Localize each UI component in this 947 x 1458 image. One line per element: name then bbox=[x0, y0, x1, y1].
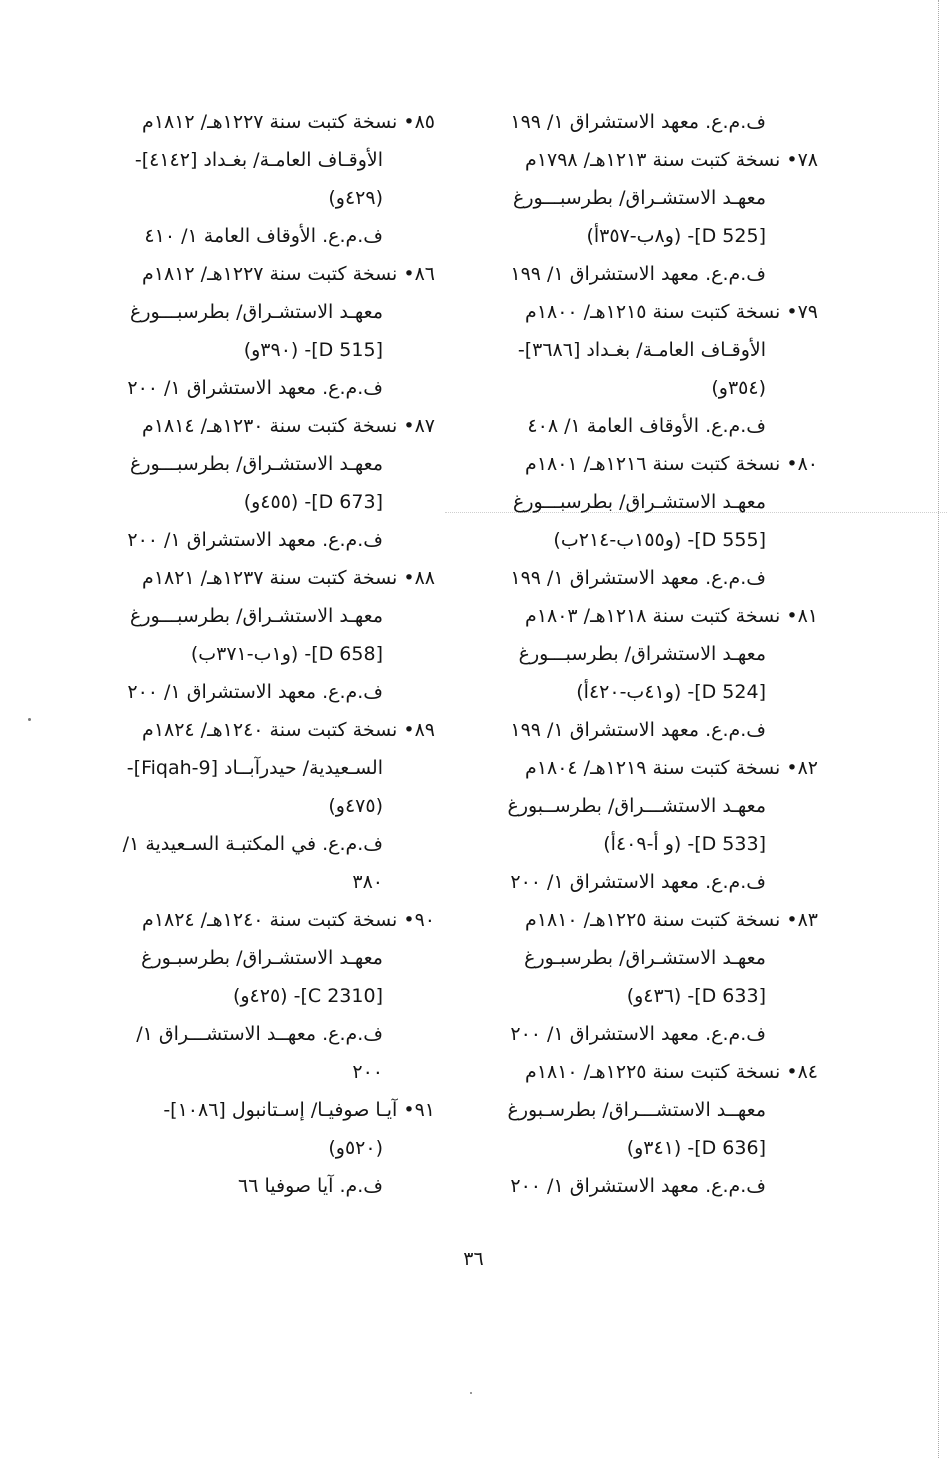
scan-speck bbox=[470, 1392, 472, 1394]
entry-78-library: معهـد الاستشـراق/ بطرسبـــورغ bbox=[513, 187, 766, 209]
entry-85-catalog: ف.م.ع. الأوقاف العامة ١/ ٤١٠ bbox=[144, 225, 383, 247]
entry-80-library: معهـد الاستشـراق/ بطرسبـــورغ bbox=[513, 491, 766, 513]
entry-90-catalog-page: ٢٠٠ bbox=[352, 1061, 383, 1083]
entry-86-library: معهـد الاستشـراق/ بطرسبـــورغ bbox=[130, 301, 383, 323]
entry-81-shelfmark: [D 524]- (و٤١ب-٤٢٠أ) bbox=[576, 681, 766, 703]
entry-80-line: ٨٠• نسخة كتبت سنة ١٢١٦هـ/ ١٨٠١م bbox=[525, 453, 818, 475]
entry-81-line: ٨١• نسخة كتبت سنة ١٢١٨هـ/ ١٨٠٣م bbox=[525, 605, 818, 627]
entry-84-catalog: ف.م.ع. معهد الاستشراق ١/ ٢٠٠ bbox=[510, 1175, 766, 1197]
entry-88-line: ٨٨• نسخة كتبت سنة ١٢٣٧هـ/ ١٨٢١م bbox=[142, 567, 435, 589]
entry-83-shelfmark: [D 633]- (٤٣٦و) bbox=[626, 985, 766, 1007]
entry-89-library: السـعيدية/ حيدرآبــاد [Fiqah-9]- bbox=[126, 757, 383, 779]
entry-82-line: ٨٢• نسخة كتبت سنة ١٢١٩هـ/ ١٨٠٤م bbox=[525, 757, 818, 779]
entry-79-folios: (٣٥٤و) bbox=[711, 377, 766, 399]
scan-edge-line bbox=[938, 0, 940, 1458]
entry-89-catalog-page: ٣٨٠ bbox=[352, 871, 383, 893]
entry-88-library: معهـد الاستشـراق/ بطرسبـــورغ bbox=[130, 605, 383, 627]
entry-85-line: ٨٥• نسخة كتبت سنة ١٢٢٧هـ/ ١٨١٢م bbox=[142, 111, 435, 133]
entry-87-line: ٨٧• نسخة كتبت سنة ١٢٣٠هـ/ ١٨١٤م bbox=[142, 415, 435, 437]
entry-79-catalog: ف.م.ع. الأوقاف العامة ١/ ٤٠٨ bbox=[527, 415, 766, 437]
entry-80-shelfmark: [D 555]- (و١٥٥ب-٢١٤ب) bbox=[553, 529, 766, 551]
entry-85-library: الأوقـاف العامـة/ بغـداد [٤١٤٢]- bbox=[134, 149, 383, 171]
entry-91-catalog: ف.م. آيا صوفيا ٦٦ bbox=[238, 1175, 383, 1197]
entry-82-catalog: ف.م.ع. معهد الاستشراق ١/ ٢٠٠ bbox=[510, 871, 766, 893]
entry-87-catalog: ف.م.ع. معهد الاستشراق ١/ ٢٠٠ bbox=[127, 529, 383, 551]
entry-90-line: ٩٠• نسخة كتبت سنة ١٢٤٠هـ/ ١٨٢٤م bbox=[142, 909, 435, 931]
entry-83-catalog: ف.م.ع. معهد الاستشراق ١/ ٢٠٠ bbox=[510, 1023, 766, 1045]
right-column bbox=[470, 103, 818, 1205]
entry-88-catalog: ف.م.ع. معهد الاستشراق ١/ ٢٠٠ bbox=[127, 681, 383, 703]
entry-90-catalog: ف.م.ع. معهــد الاستشـــراق ١/ bbox=[136, 1023, 383, 1045]
entry-85-folios: (٤٢٩و) bbox=[328, 187, 383, 209]
entry-84-library: معهــد الاستشـــراق/ بطرسـبورغ bbox=[507, 1099, 766, 1121]
entry-79-library: الأوقـاف العامـة/ بغـداد [٣٦٨٦]- bbox=[517, 339, 766, 361]
entry-89-catalog: ف.م.ع. في المكتبـة السـعيدية ١/ bbox=[122, 833, 383, 855]
entry-78-shelfmark: [D 525]- (و٨ب-٣٥٧أ) bbox=[586, 225, 766, 247]
entry-91-line: ٩١• آيـا صوفيـا/ إسـتانبول [١٠٨٦]- bbox=[163, 1099, 435, 1121]
entry-82-shelfmark: [D 533]- (و أ-٤٠٩أ) bbox=[603, 833, 766, 855]
entry-84-line: ٨٤• نسخة كتبت سنة ١٢٢٥هـ/ ١٨١٠م bbox=[525, 1061, 818, 1083]
entry-81-library: معهـد الاستشراق/ بطرسبـــورغ bbox=[518, 643, 766, 665]
entry-84-shelfmark: [D 636]- (٣٤١و) bbox=[626, 1137, 766, 1159]
entry-83-library: معهـد الاستشـراق/ بطرسبـورغ bbox=[524, 947, 766, 969]
entry-91-folios: (٥٢٠و) bbox=[328, 1137, 383, 1159]
entry-78-catalog: ف.م.ع. معهد الاستشراق ١/ ١٩٩ bbox=[510, 263, 766, 285]
page-number: ٣٦ bbox=[463, 1248, 484, 1270]
entry-87-library: معهـد الاستشـراق/ بطرسبـــورغ bbox=[130, 453, 383, 475]
entry-90-library: معهـد الاستشـراق/ بطرسبـورغ bbox=[141, 947, 383, 969]
entry-82-library: معهـد الاستشـــراق/ بطرســبورغ bbox=[507, 795, 766, 817]
entry-90-shelfmark: [C 2310]- (٤٢٥و) bbox=[232, 985, 383, 1007]
entry-81-catalog: ف.م.ع. معهد الاستشراق ١/ ١٩٩ bbox=[510, 719, 766, 741]
entry-78-line: ٧٨• نسخة كتبت سنة ١٢١٣هـ/ ١٧٩٨م bbox=[525, 149, 818, 171]
entry-86-catalog: ف.م.ع. معهد الاستشراق ١/ ٢٠٠ bbox=[127, 377, 383, 399]
entry-89-line: ٨٩• نسخة كتبت سنة ١٢٤٠هـ/ ١٨٢٤م bbox=[142, 719, 435, 741]
entry-80-catalog: ف.م.ع. معهد الاستشراق ١/ ١٩٩ bbox=[510, 567, 766, 589]
left-column bbox=[95, 103, 435, 1205]
entry-86-line: ٨٦• نسخة كتبت سنة ١٢٢٧هـ/ ١٨١٢م bbox=[142, 263, 435, 285]
scan-speck bbox=[28, 718, 31, 721]
entry-79-line: ٧٩• نسخة كتبت سنة ١٢١٥هـ/ ١٨٠٠م bbox=[525, 301, 818, 323]
entry-88-shelfmark: [D 658]- (و١ب-٣٧١ب) bbox=[190, 643, 383, 665]
entry-87-shelfmark: [D 673]- (٤٥٥و) bbox=[243, 491, 383, 513]
right-line-1: ف.م.ع. معهد الاستشراق ١/ ١٩٩ bbox=[510, 111, 766, 133]
entry-83-line: ٨٣• نسخة كتبت سنة ١٢٢٥هـ/ ١٨١٠م bbox=[525, 909, 818, 931]
entry-89-folios: (٤٧٥و) bbox=[328, 795, 383, 817]
entry-86-shelfmark: [D 515]- (٣٩٠و) bbox=[243, 339, 383, 361]
